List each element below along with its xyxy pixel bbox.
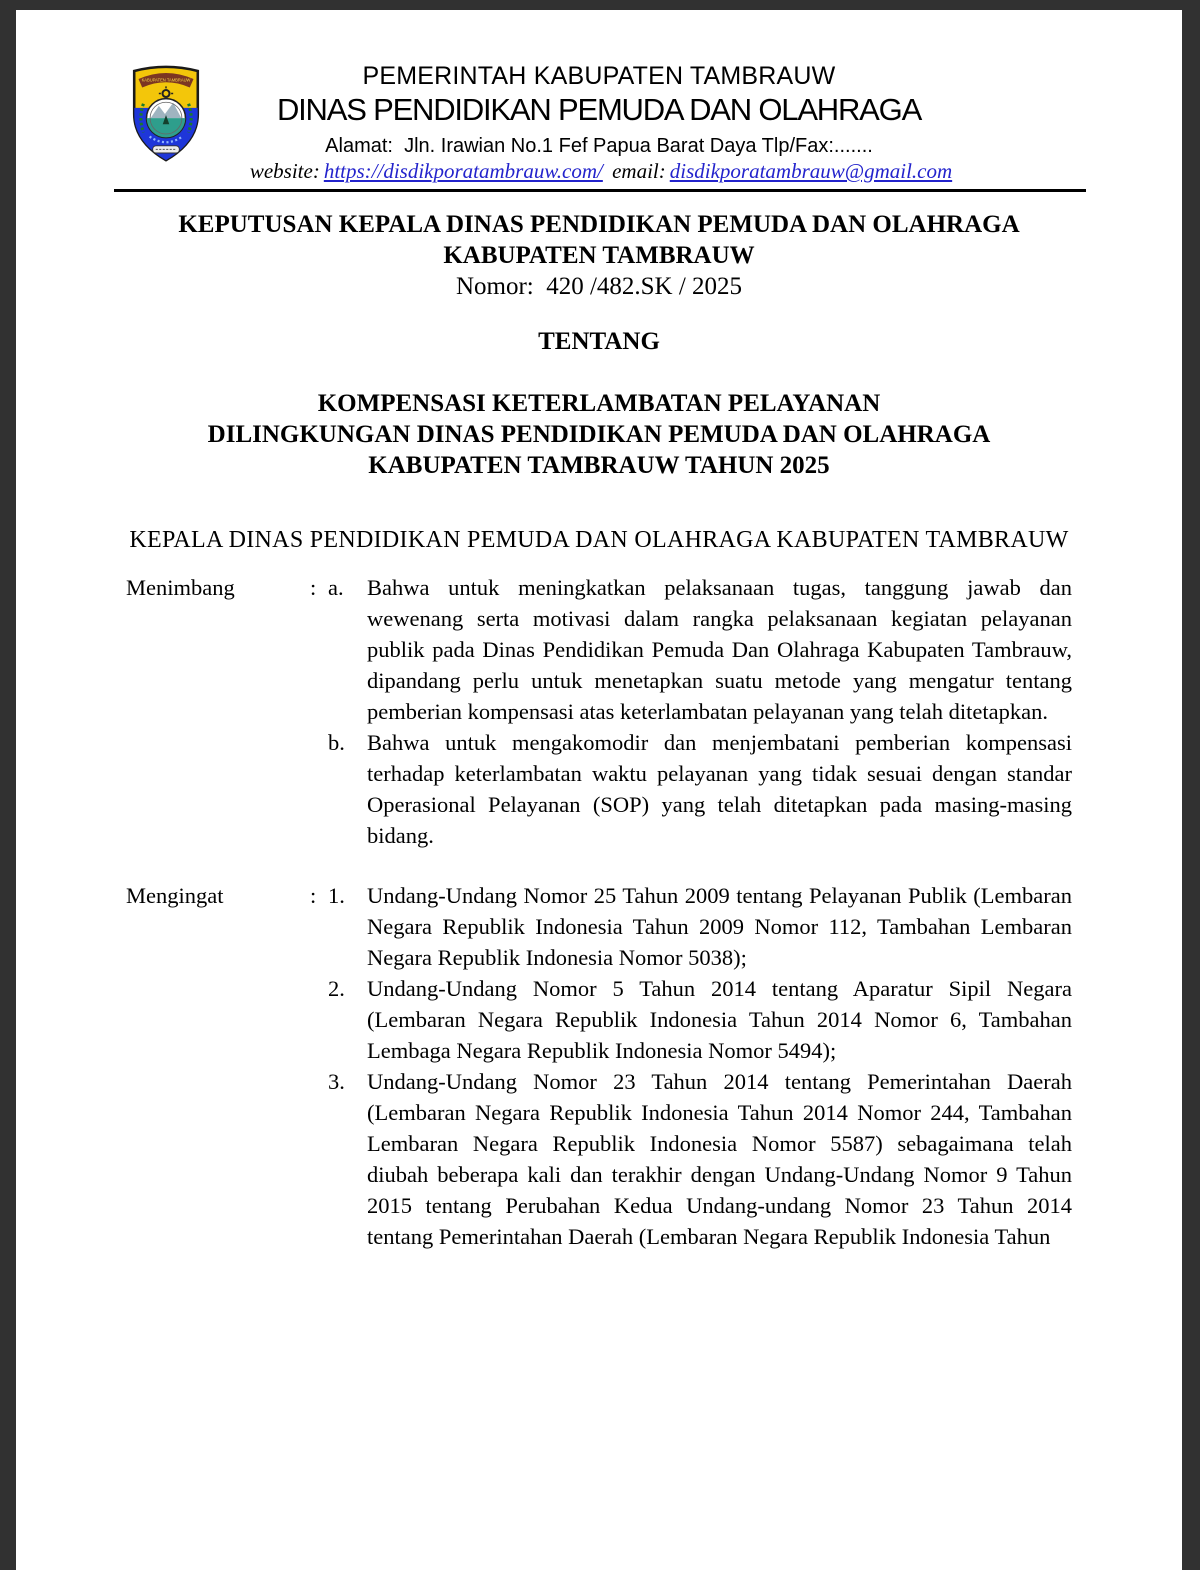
item-marker: a.: [328, 575, 344, 600]
consideration-item: [126, 572, 1072, 727]
tentang-heading: TENTANG: [538, 328, 660, 355]
contact-line: [126, 159, 1072, 183]
consideration-item: [126, 727, 1072, 851]
email-label: email:: [612, 159, 666, 183]
section-label-menimbang: Menimbang: [126, 575, 235, 600]
tambrauw-coat-of-arms-icon: [126, 60, 206, 166]
official-title: KEPALA DINAS PENDIDIKAN PEMUDA DAN OLAHRAGA KABUPATEN TAMBRAUW: [129, 527, 1069, 553]
decree-body: [126, 572, 1072, 1252]
website-label: website:: [249, 159, 320, 183]
item-marker: 3.: [328, 1069, 345, 1094]
address-line: Alamat: Jln. Irawian No.1 Fef Papua Barat Daya Tlp/Fax:.......: [325, 135, 873, 157]
subject-line3: KABUPATEN TAMBRAUW TAHUN 2025: [368, 452, 830, 479]
legal-basis-item: [126, 1066, 1072, 1252]
item-text: Undang-Undang Nomor 25 Tahun 2009 tentang Pelayanan Publik (Lembaran Negara Republik Indonesia Tahun 2009 Nomor 112, Tambahan Lembaran Negara Republik Indonesia Nomor 5038);: [367, 883, 1072, 970]
email-link[interactable]: disdikporatambrauw@gmail.com: [669, 159, 953, 183]
item-marker: b.: [328, 730, 345, 755]
government-name: PEMERINTAH KABUPATEN TAMBRAUW: [362, 62, 836, 90]
colon-separator: :: [310, 575, 317, 600]
item-marker: 1.: [328, 883, 345, 908]
decree-number: Nomor: 420 /482.SK / 2025: [455, 273, 743, 300]
document-page: [16, 10, 1182, 1570]
item-text: Undang-Undang Nomor 23 Tahun 2014 tentang Pemerintahan Daerah (Lembaran Negara Republik Indonesia Tahun 2014 Nomor 244, Tambahan Lembaran Negara Republik Indonesia Nomor 5587) sebagaimana telah diubah beberapa kali dan terakhir dengan Undang-Undang Nomor 9 Tahun 2015 tentang Perubahan Kedua Undang-undang Nomor 23 Tahun 2014 tentang Pemerintahan Daerah (Lembaran Negara Republik Indonesia Tahun: [367, 1069, 1072, 1249]
colon-separator: :: [310, 883, 317, 908]
item-text: Bahwa untuk meningkatkan pelaksanaan tugas, tanggung jawab dan wewenang serta motivasi dalam rangka pelaksanaan kegiatan pelayanan publik pada Dinas Pendidikan Pemuda Dan Olahraga Kabupaten Tambrauw, dipandang perlu untuk menetapkan suatu metode yang mengatur tentang pemberian kompensasi atas keterlambatan pelayanan yang telah ditetapkan.: [367, 575, 1072, 724]
website-link[interactable]: https://disdikporatambrauw.com/: [323, 159, 603, 183]
section-label-mengingat: Mengingat: [126, 883, 224, 908]
item-marker: 2.: [328, 976, 345, 1001]
subject-line2: DILINGKUNGAN DINAS PENDIDIKAN PEMUDA DAN OLAHRAGA: [207, 421, 991, 448]
decree-title-line2: KABUPATEN TAMBRAUW: [443, 242, 755, 269]
letterhead: [126, 10, 1072, 192]
item-text: Bahwa untuk mengakomodir dan menjembatani pemberian kompensasi terhadap keterlambatan waktu pelayanan yang tidak sesuai dengan standar Operasional Pelayanan (SOP) yang telah ditetapkan pada masing-masing bidang.: [367, 730, 1072, 848]
item-text: Undang-Undang Nomor 5 Tahun 2014 tentang Aparatur Sipil Negara (Lembaran Negara Republik Indonesia Tahun 2014 Nomor 6, Tambahan Lembaga Negara Republik Indonesia Nomor 5494);: [367, 976, 1072, 1063]
decree-title-line1: KEPUTUSAN KEPALA DINAS PENDIDIKAN PEMUDA DAN OLAHRAGA: [178, 211, 1020, 238]
letterhead-divider: [114, 189, 1086, 192]
legal-basis-item: [126, 973, 1072, 1066]
banner-text: KABUPATEN TAMBRAUW: [141, 77, 191, 83]
agency-name: DINAS PENDIDIKAN PEMUDA DAN OLAHRAGA: [276, 92, 922, 127]
legal-basis-item: [126, 880, 1072, 973]
subject-line1: KOMPENSASI KETERLAMBATAN PELAYANAN: [317, 390, 881, 417]
